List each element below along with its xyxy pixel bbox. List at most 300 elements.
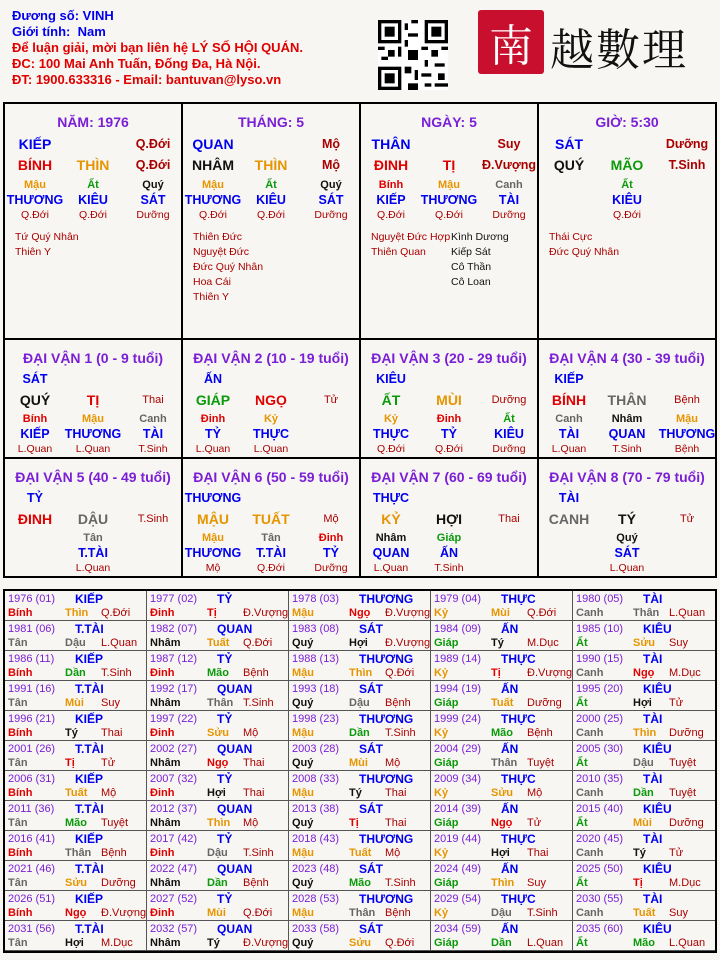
dai-van-ten-god: SÁT [22,372,48,386]
annual-year-label: 2032 (57) [150,923,198,935]
annual-phase: Tử [669,847,684,859]
annual-ten-god: QUAN [217,802,253,816]
annual-cell [573,921,715,951]
brand-logo: 越數理 [550,25,688,76]
dai-van-phase: Dưỡng [491,394,527,406]
hidden-phase: Q.Đới [199,209,227,221]
annual-cell [573,891,715,921]
dai-van-title: ĐẠI VẬN 7 (60 - 69 tuổi) [371,469,527,485]
annual-ten-god: KIÊU [643,622,672,636]
annual-ten-god: KIẾP [75,892,104,906]
annual-branch: Tuất [207,637,230,649]
annual-year-label: 1999 (24) [434,713,482,725]
annual-branch: Tuất [349,847,372,859]
dai-van-hidden-phase: L.Quan [75,562,111,574]
dai-van-hidden-god: KIÊU [494,427,524,441]
dai-van-stem: QUÝ [19,392,51,408]
dai-van-hidden-stem: Đinh [436,413,462,425]
pillar-stars [193,230,263,305]
annual-branch: Sửu [207,727,230,739]
annual-branch: Hợi [65,937,84,949]
annual-phase: Q.Đới [243,637,273,649]
annual-stem: Giáp [434,697,459,709]
annual-cell [289,711,431,741]
annual-ten-god: TỶ [217,592,233,606]
phone-email-line: ĐT: 1900.633316 - Email: bantuvan@lyso.vn [12,72,282,87]
annual-branch: Dần [349,727,370,739]
annual-ten-god: THƯƠNG [359,892,414,906]
annual-branch: Thìn [65,607,89,619]
star-item: Kiếp Sát [451,246,491,258]
annual-cell [289,591,431,621]
annual-branch: Mùi [491,607,510,619]
dai-van-hidden-god: THƯƠNG [184,546,242,560]
pillar-stars-2 [451,230,509,290]
four-pillars-panel [3,102,717,340]
annual-branch: Ngọ [491,817,513,829]
dai-van-title: ĐẠI VẬN 5 (40 - 49 tuổi) [15,469,171,485]
annual-cell [431,711,573,741]
annual-phase: Thai [385,787,407,799]
annual-cell [147,681,289,711]
annual-cell [289,621,431,651]
annual-ten-god: ẤN [501,922,519,936]
star-item: Nguyệt Đức [193,246,250,258]
annual-cell [5,861,147,891]
annual-branch: Mão [349,877,371,889]
annual-ten-god: KIẾP [75,832,104,846]
star-item: Thái Cực [549,231,593,243]
annual-phase: Tử [101,757,116,769]
annual-stem: Mậu [292,907,314,919]
annual-branch: Dậu [349,697,370,709]
annual-stem: Giáp [434,757,459,769]
annual-year-label: 1977 (02) [150,593,198,605]
annual-stem: Canh [576,667,604,679]
annual-phase: T.Sinh [385,727,416,739]
annual-stem: Tân [8,637,28,649]
annual-cell [5,651,147,681]
annual-branch: Tý [633,847,646,859]
annual-cell [5,771,147,801]
hidden-ten-god: KIẾP [376,193,406,207]
star-item: Cô Loan [451,276,491,288]
annual-phase: Đ.Vượng [101,907,147,919]
annual-cell [573,771,715,801]
annual-stem: Đinh [150,847,175,859]
owner-name: VINH [82,8,114,23]
annual-stem: Quý [292,637,314,649]
dai-van-stem: CANH [548,511,590,527]
pillar-title: NGÀY: 5 [421,114,477,130]
annual-year-label: 2030 (55) [576,893,624,905]
annual-cell [431,741,573,771]
annual-branch: Ngọ [207,757,229,769]
dai-van-ten-god: THƯƠNG [184,491,242,505]
pillar-day [361,104,539,338]
earthly-branch: TỊ [442,157,456,173]
annual-branch: Thân [349,907,376,919]
star-item: Nguyệt Đức Hợp [371,231,451,243]
annual-branch: Tuất [633,907,656,919]
annual-branch: Thìn [633,727,657,739]
annual-year-label: 2019 (44) [434,833,482,845]
annual-stem: Mậu [292,607,314,619]
annual-year-label: 2013 (38) [292,803,340,815]
dai-van-title: ĐẠI VẬN 1 (0 - 9 tuổi) [22,350,163,366]
dai-van-hidden-stem: Kỷ [263,413,279,425]
annual-branch: Tị [349,817,359,829]
annual-ten-god: ẤN [501,682,519,696]
annual-ten-god: TÀI [643,892,663,906]
annual-ten-god: T.TÀI [75,802,104,816]
annual-stem: Mậu [292,787,314,799]
annual-phase: Bệnh [243,877,269,889]
hidden-stem: Mậu [202,179,224,191]
annual-cell [573,681,715,711]
annual-year-label: 2006 (31) [8,773,56,785]
hidden-phase: Q.Đới [435,209,463,221]
annual-year-label: 1992 (17) [150,683,198,695]
annual-ten-god: T.TÀI [75,622,104,636]
dai-van-phase: Thai [142,394,164,406]
annual-branch: Hợi [633,697,652,709]
annual-branch: Mùi [207,907,226,919]
hidden-stem: Ất [621,179,633,191]
annual-cell [573,621,715,651]
dai-van-hidden-god: KIẾP [20,427,50,441]
annual-branch: Dần [491,937,512,949]
earthly-branch: MÃO [610,157,644,173]
annual-branch: Sửu [633,637,656,649]
annual-year-label: 2035 (60) [576,923,624,935]
annual-branch: Mùi [633,817,652,829]
dai-van-stem: BÍNH [551,392,587,408]
dai-van-branch: TÝ [618,511,636,527]
annual-year-label: 1985 (10) [576,623,624,635]
annual-phase: Thai [243,757,265,769]
annual-cell [289,861,431,891]
annual-stem: Bính [8,727,33,739]
annual-stem: Canh [576,787,604,799]
annual-stem: Tân [8,697,28,709]
dai-van-cell [539,459,715,576]
annual-cell [573,741,715,771]
annual-stem: Quý [292,757,314,769]
annual-cell [147,711,289,741]
annual-phase: M.Dục [669,877,701,889]
annual-year-label: 1993 (18) [292,683,340,695]
annual-phase: Thai [101,727,123,739]
annual-cell [431,861,573,891]
hidden-stem: Mậu [438,179,460,191]
annual-phase: Q.Đới [243,907,273,919]
annual-year-label: 1980 (05) [576,593,624,605]
pillar-hour [539,104,715,338]
heavenly-stem: QUÝ [553,157,585,173]
dai-van-cell [539,340,715,457]
annual-ten-god: ẤN [501,622,519,636]
hidden-ten-god: KIÊU [256,193,286,207]
annual-branch: Dậu [207,847,228,859]
annual-phase: Q.Đới [101,607,131,619]
annual-stem: Ất [576,817,588,829]
annual-stem: Bính [8,907,33,919]
annual-cell [431,621,573,651]
annual-cell [573,861,715,891]
annual-cell [573,801,715,831]
annual-branch: Tị [65,757,75,769]
dai-van-branch: MÙI [436,392,462,408]
annual-stem: Nhâm [150,937,181,949]
annual-cell [289,891,431,921]
annual-year-label: 2022 (47) [150,863,198,875]
dai-van-hidden-phase: T.Sinh [138,443,168,455]
annual-phase: Bệnh [385,907,411,919]
annual-branch: Tý [349,787,362,799]
annual-stem: Ất [576,937,588,949]
annual-year-label: 1989 (14) [434,653,482,665]
hidden-stem: Canh [495,179,523,191]
annual-stem: Đinh [150,907,175,919]
annual-stem: Bính [8,787,33,799]
hidden-ten-god: SÁT [318,193,344,207]
dai-van-hidden-god: TÀI [142,427,164,441]
annual-ten-god: SÁT [359,742,383,756]
annual-year-label: 2020 (45) [576,833,624,845]
hidden-stem: Ất [87,179,99,191]
star-item: Đức Quý Nhân [193,261,264,273]
dai-van-hidden-stem: Ất [503,413,515,425]
annual-phase: Đ.Vượng [385,637,431,649]
dai-van-hidden-god: SÁT [614,546,640,560]
annual-stem: Kỷ [434,727,449,739]
dai-van-hidden-stem: Tân [83,532,103,544]
annual-phase: Dưỡng [527,697,562,709]
dai-van-hidden-phase: L.Quan [609,562,645,574]
earthly-branch: THÌN [254,157,288,173]
annual-year-label: 2023 (48) [292,863,340,875]
annual-phase: M.Dục [669,667,701,679]
annual-ten-god: SÁT [359,622,383,636]
hidden-ten-god: KIÊU [78,193,108,207]
star-item: Thiên Đức [193,231,243,243]
dai-van-title: ĐẠI VẬN 2 (10 - 19 tuổi) [193,350,349,366]
dai-van-ten-god: KIẾP [554,372,584,386]
annual-cell [289,741,431,771]
annual-phase: T.Sinh [385,877,416,889]
star-item: Cô Thần [451,261,492,273]
annual-cell [5,741,147,771]
dai-van-branch: DẬU [77,511,109,527]
annual-year-label: 1981 (06) [8,623,56,635]
annual-year-label: 1994 (19) [434,683,482,695]
annual-cell [573,711,715,741]
annual-ten-god: SÁT [359,802,383,816]
star-item: Thiên Quan [371,246,426,258]
annual-year-label: 2026 (51) [8,893,56,905]
annual-branch: Dậu [491,907,512,919]
annual-cell [289,681,431,711]
annual-phase: T.Sinh [101,667,132,679]
pillar-stars [371,230,450,260]
dai-van-hidden-stem: Kỷ [383,413,399,425]
dai-van-hidden-phase: L.Quan [253,443,289,455]
annual-year-label: 1996 (21) [8,713,56,725]
dai-van-hidden-stem: Bính [22,413,48,425]
qr-code-icon [378,20,448,90]
annual-ten-god: THƯƠNG [359,712,414,726]
annual-luck-table [3,589,717,953]
annual-cell [147,891,289,921]
annual-stem: Quý [292,697,314,709]
dai-van-hidden-phase: Q.Đới [257,562,285,574]
dai-van-hidden-god: THỰC [252,427,290,441]
dai-van-hidden-stem: Mậu [82,413,104,425]
pillar-title: THÁNG: 5 [237,114,305,130]
annual-branch: Hợi [349,637,368,649]
header-info [12,8,303,88]
dai-van-ten-god: THỰC [372,491,410,505]
hidden-phase: Q.Đới [257,209,285,221]
dai-van-cell [5,340,183,457]
annual-year-label: 2034 (59) [434,923,482,935]
annual-branch: Dần [207,877,228,889]
annual-cell [5,921,147,951]
stem-phase: Q.Đới [135,137,171,151]
dai-van-hidden-phase: Dưỡng [314,562,348,574]
dai-van-stem: MẬU [197,511,229,527]
annual-stem: Canh [576,907,604,919]
dai-van-hidden-phase: L.Quan [17,443,53,455]
dai-van-phase: Bệnh [674,394,700,406]
dai-van-hidden-phase: L.Quan [195,443,231,455]
annual-year-label: 2014 (39) [434,803,482,815]
stem-ten-god: QUAN [192,136,234,152]
annual-ten-god: THƯƠNG [359,592,414,606]
hidden-phase: Dưỡng [492,209,526,221]
hidden-phase: Dưỡng [136,209,170,221]
annual-branch: Thân [65,847,92,859]
dai-van-phase: Thai [498,513,520,525]
dai-van-hidden-stem: Canh [555,413,583,425]
annual-branch: Mão [65,817,87,829]
annual-phase: Tử [527,817,542,829]
annual-stem: Kỷ [434,607,449,619]
annual-branch: Ngọ [633,667,655,679]
annual-phase: Q.Đới [527,607,557,619]
annual-ten-god: KIÊU [643,802,672,816]
annual-stem: Giáp [434,637,459,649]
annual-year-label: 2007 (32) [150,773,198,785]
annual-stem: Ất [576,697,588,709]
annual-phase: T.Sinh [527,907,558,919]
annual-phase: Đ.Vượng [527,667,573,679]
annual-year-label: 2011 (36) [8,803,55,815]
annual-stem: Kỷ [434,667,449,679]
dai-van-hidden-god: T.TÀI [78,546,108,560]
annual-stem: Nhâm [150,697,181,709]
owner-label: Đương số: [12,8,80,23]
annual-year-label: 2018 (43) [292,833,340,845]
annual-stem: Canh [576,727,604,739]
dai-van-hidden-stem: Đinh [200,413,226,425]
dai-van-ten-god: KIÊU [376,372,406,386]
annual-stem: Bính [8,607,33,619]
annual-cell [5,591,147,621]
annual-branch: Tị [633,877,643,889]
dai-van-hidden-god: TỶ [323,546,339,560]
annual-cell [431,891,573,921]
dai-van-title: ĐẠI VẬN 3 (20 - 29 tuổi) [371,350,527,366]
annual-cell [5,621,147,651]
annual-year-label: 2003 (28) [292,743,340,755]
annual-branch: Thân [207,697,234,709]
hidden-phase: Q.Đới [377,209,405,221]
dai-van-cell [183,340,361,457]
dai-van-branch: NGỌ [255,392,287,408]
annual-phase: Dưỡng [669,817,704,829]
annual-stem: Nhâm [150,817,181,829]
annual-stem: Quý [292,817,314,829]
annual-ten-god: THƯƠNG [359,652,414,666]
annual-phase: Bệnh [385,697,411,709]
annual-year-label: 2031 (56) [8,923,56,935]
annual-phase: Bệnh [101,847,127,859]
dai-van-cell [183,459,361,576]
annual-cell [5,801,147,831]
dai-van-stem: KỶ [381,511,401,527]
annual-branch: Mùi [349,757,368,769]
annual-stem: Kỷ [434,847,449,859]
dai-van-cell [361,459,539,576]
dai-van-hidden-phase: Mộ [205,562,221,574]
branch-phase: T.Sinh [668,158,706,172]
annual-ten-god: TÀI [643,652,663,666]
annual-stem: Đinh [150,787,175,799]
annual-phase: Mộ [385,847,401,859]
star-item: Đức Quý Nhân [549,246,620,258]
dai-van-branch: TỊ [86,392,100,408]
pillar-stars [15,230,79,260]
dai-van-hidden-phase: T.Sinh [434,562,464,574]
dai-van-branch: TUẤT [252,511,290,527]
annual-ten-god: TÀI [643,832,663,846]
hidden-ten-god: THƯƠNG [184,193,242,207]
hidden-phase: Q.Đới [79,209,107,221]
annual-cell [431,801,573,831]
hidden-phase: Q.Đới [613,209,641,221]
annual-year-label: 2033 (58) [292,923,340,935]
annual-phase: Mộ [527,787,543,799]
annual-cell [289,771,431,801]
annual-cell [147,831,289,861]
annual-ten-god: ẤN [501,862,519,876]
annual-cell [147,651,289,681]
dai-van-cell [5,459,183,576]
dai-van-ten-god: TỶ [27,491,43,505]
stem-ten-god: THÂN [371,136,411,152]
annual-ten-god: TÀI [643,772,663,786]
hidden-stem: Ất [265,179,277,191]
hidden-stem: Bính [378,179,404,191]
annual-stem: Quý [292,877,314,889]
annual-branch: Mão [633,937,655,949]
earthly-branch: THÌN [76,157,110,173]
annual-ten-god: T.TÀI [75,922,104,936]
annual-cell [147,591,289,621]
dai-van-phase: T.Sinh [137,513,169,525]
